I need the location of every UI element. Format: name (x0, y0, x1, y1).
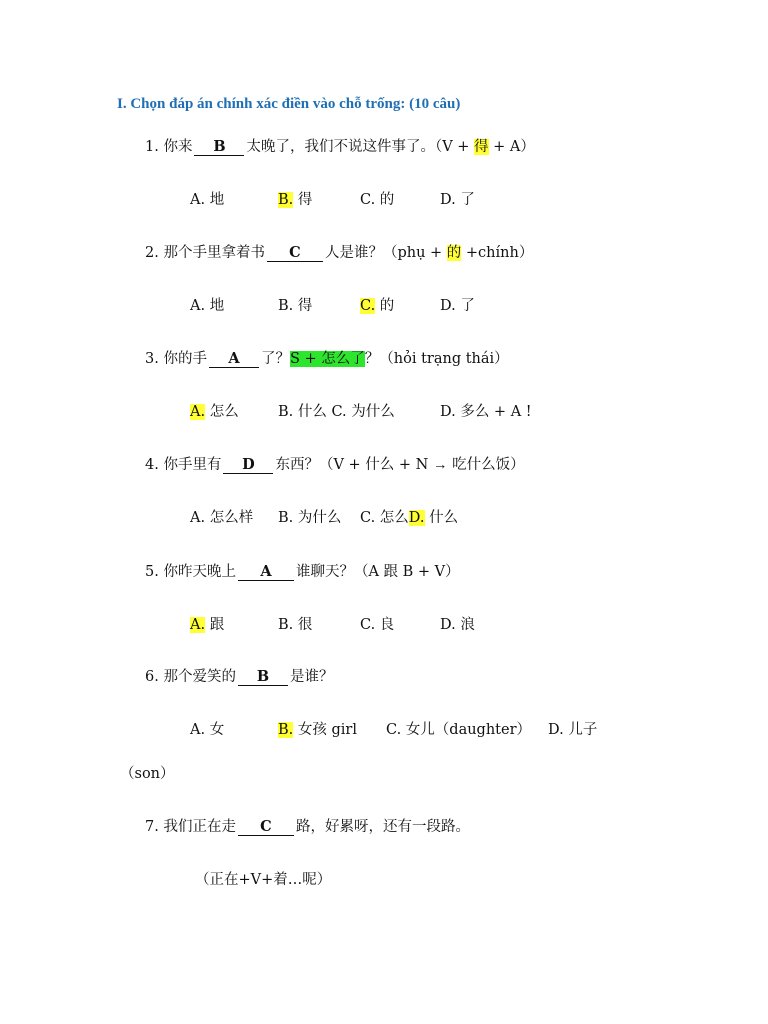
options-3 (190, 402, 532, 422)
question-number: 7. (145, 819, 159, 835)
option-b-c: B. 什么 C. 为什么 (278, 404, 395, 420)
grammar-note: （正在+V+着…呢） (195, 872, 332, 888)
option-d: D. 了 (440, 298, 475, 314)
correct-key: A. (190, 404, 206, 420)
highlighted-hint: 得 (474, 139, 489, 155)
answer-blank: B (194, 139, 244, 156)
option-d: D. 什么 (408, 510, 459, 526)
option-c: C. 怎么 (360, 510, 409, 526)
hint-end: +chính） (461, 245, 534, 261)
question-text-rest: 了？ (260, 351, 290, 367)
correct-key: B. (278, 192, 294, 208)
correct-key: A. (190, 617, 206, 633)
question-text: 那个手里拿着书 (163, 245, 265, 261)
question-text: 你昨天晚上 (163, 564, 236, 580)
question-5 (145, 562, 460, 582)
options-2 (190, 296, 475, 316)
options-1 (190, 190, 475, 210)
question-3 (145, 349, 509, 369)
answer-blank: A (209, 351, 259, 368)
correct-key: B. (278, 722, 294, 738)
question-text-rest: 谁聊天？（A 跟 B + V） (295, 564, 460, 580)
question-number: 3. (145, 351, 159, 367)
option-a: A. 地 (190, 192, 225, 208)
hint-end: + A） (488, 139, 535, 155)
option-c: C. 女儿（daughter） (386, 722, 532, 738)
question-number: 2. (145, 245, 159, 261)
option-d-wrap: （son） (120, 766, 175, 782)
option-d: D. 儿子 (548, 722, 598, 738)
answer-blank: B (238, 669, 288, 686)
question-text-rest: 是谁？ (289, 669, 334, 685)
answer-blank: D (223, 457, 273, 474)
green-hint: S + 怎么了 (289, 351, 365, 367)
question-number: 4. (145, 457, 159, 473)
question-text-rest: 太晚了，我们不说这件事了。（V + (246, 139, 475, 155)
question-7 (145, 817, 470, 837)
option-a: A. 怎么 (190, 404, 239, 420)
option-b: B. 得 (278, 298, 313, 314)
option-b: B. 女孩 girl (278, 722, 357, 738)
question-number: 1. (145, 139, 159, 155)
question-1 (145, 137, 535, 157)
option-a: A. 女 (190, 722, 225, 738)
question-text: 我们正在走 (163, 819, 236, 835)
options-6 (190, 720, 597, 740)
options-4 (190, 508, 458, 528)
question-6 (145, 667, 333, 687)
question-text: 你来 (163, 139, 193, 155)
hint-end: 吃什么饭） (447, 457, 525, 473)
highlighted-hint: 的 (446, 245, 462, 261)
section-title: I. Chọn đáp án chính xác điền vào chỗ trống: (10 câu) (117, 96, 461, 112)
question-number: 6. (145, 669, 159, 685)
question-4 (145, 455, 525, 475)
option-b: B. 很 (278, 617, 313, 633)
answer-blank: C (238, 819, 294, 836)
correct-key: C. (360, 298, 376, 314)
question-text-rest: 东西？（V + 什么 + N (275, 457, 433, 473)
option-d: D. 了 (440, 192, 475, 208)
question-text: 那个爱笑的 (163, 669, 236, 685)
option-d: D. 浪 (440, 617, 475, 633)
option-d: D. 多么 + A ! (440, 404, 532, 420)
question-text-rest: 路，好累呀，还有一段路。 (295, 819, 470, 835)
option-c: C. 的 (360, 298, 395, 314)
arrow-icon: → (432, 457, 448, 473)
answer-blank: C (267, 245, 323, 262)
option-c: C. 的 (360, 192, 395, 208)
question-text: 你的手 (163, 351, 207, 367)
option-b: B. 得 (278, 192, 313, 208)
answer-blank: A (238, 564, 294, 581)
question-text-rest: 人是谁？（phụ + (324, 245, 447, 261)
correct-key: D. (408, 510, 425, 526)
option-a: A. 跟 (190, 617, 225, 633)
options-5 (190, 615, 475, 635)
question-number: 5. (145, 564, 159, 580)
question-2 (145, 243, 533, 263)
option-a: A. 怎么样 (190, 510, 254, 526)
option-a: A. 地 (190, 298, 225, 314)
option-c: C. 良 (360, 617, 395, 633)
hint-end: ？（hỏi trạng thái） (364, 351, 509, 367)
question-text: 你手里有 (163, 457, 222, 473)
option-b: B. 为什么 (278, 510, 342, 526)
